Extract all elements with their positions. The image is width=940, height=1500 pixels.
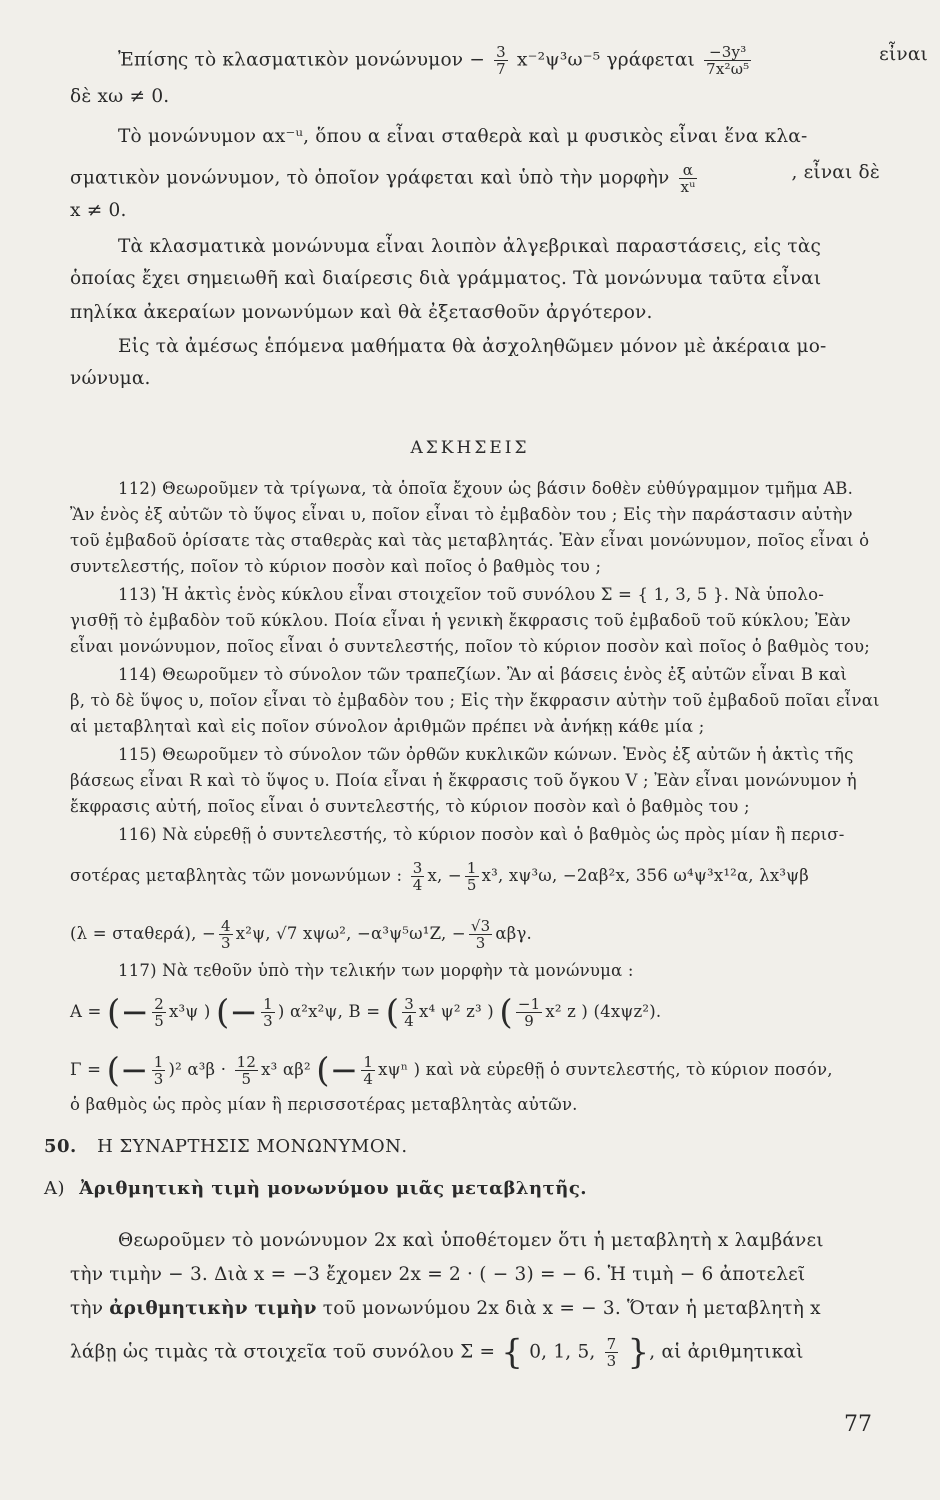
fraction: $\frac{4}{3}$ — [221, 917, 231, 952]
fraction: $\frac{1}{3}$ — [263, 995, 273, 1030]
text-line: τὴν ἀριθμητικὴν τιμὴν τοῦ μονωνύμου 2x διὰ x = − 3. Ὅταν ἡ μεταβλητὴ x — [70, 1298, 821, 1319]
exercise-line: 116) Νὰ εὑρεθῇ ὁ συντελεστής, τὸ κύριον ποσὸν καὶ ὁ βαθμὸς ὡς πρὸς μίαν ἢ περισ- — [118, 825, 845, 844]
text-line: Τὸ μονώνυμον αx⁻ᵘ, ὅπου α εἶναι σταθερὰ καὶ μ φυσικὸς εἶναι ἕνα κλα- — [118, 126, 808, 147]
exercise-line: ὁ βαθμὸς ὡς πρὸς μίαν ἢ περισσοτέρας μεταβλητὰς αὐτῶν. — [70, 1095, 578, 1114]
exercise-line: 113) Ἡ ἀκτὶς ἑνὸς κύκλου εἶναι στοιχεῖον τοῦ συνόλου Σ = { 1, 3, 5 }. Νὰ ὑπολο- — [118, 585, 824, 604]
text-line: Τὰ κλασματικὰ μονώνυμα εἶναι λοιπὸν ἀλγεβρικαὶ παραστάσεις, εἰς τὰς — [118, 236, 822, 257]
text-line: Θεωροῦμεν τὸ μονώνυμον 2x καὶ ὑποθέτομεν ὅτι ἡ μεταβλητὴ x λαμβάνει — [118, 1230, 824, 1251]
exercises-heading: ΑΣΚΗΣΕΙΣ — [410, 438, 530, 458]
exercise-line: σοτέρας μεταβλητὰς τῶν μονωνύμων : $\frac{3}{4}$ x, − $\frac{1}{5}$ x³, xψ³ω, −2αβ²x, 356 ω⁴ψ³x¹²α, λx³ψβ — [70, 859, 810, 894]
text-segment: Ἐπίσης τὸ κλασματικὸν μονώνυμον − $\frac{3}{7}$ x⁻²ψ³ω⁻⁵ γράφεται $\frac{\text{−3y³}}{\text{7x²ω⁵}}$ — [118, 43, 750, 78]
exercise-line: A = (− $\frac{2}{5}$ x³ψ ) (− $\frac{1}{3}$ ) α²x²ψ, B = ( $\frac{3}{4}$ x⁴ ψ² z³ ) ( $\frac{-1}{9}$ x² z ) (4xψz²). — [70, 992, 662, 1033]
exercise-line: αἱ μεταβληταὶ καὶ εἰς ποῖον σύνολον ἀριθμῶν πρέπει νὰ ἀνήκῃ κάθε μία ; — [70, 717, 705, 736]
subsection-heading: A) Ἀριθμητικὴ τιμὴ μονωνύμου μιᾶς μεταβλητῆς. — [44, 1178, 588, 1199]
fraction: $\frac{1}{4}$ — [363, 1053, 374, 1088]
text-line: ὁποίας ἔχει σημειωθῆ καὶ διαίρεσις διὰ γράμματος. Τὰ μονώνυμα ταῦτα εἶναι — [70, 268, 822, 289]
exercise-line: 112) Θεωροῦμεν τὰ τρίγωνα, τὰ ὁποῖα ἔχουν ὡς βάσιν δοθὲν εὐθύγραμμον τμῆμα ΑΒ. — [118, 479, 854, 498]
section-heading: 50. Η ΣΥΝΑΡΤΗΣΙΣ ΜΟΝΩΝΥΜΟΝ. — [44, 1136, 408, 1157]
fraction: $\frac{-1}{9}$ — [517, 995, 541, 1030]
text-line: Ἐπίσης τὸ κλασματικὸν μονώνυμον − $\frac{3}{7}$ x⁻²ψ³ω⁻⁵ γράφεται $\frac{\text{−3y³}}{\text{7x²ω⁵}}$ εἶναι — [118, 43, 928, 78]
exercise-line: Ἂν ἑνὸς ἐξ αὐτῶν τὸ ὕψος εἶναι υ, ποῖον εἶναι τὸ ἐμβαδὸν του ; Εἰς τὴν παράστασιν αὐτὴν — [70, 505, 853, 524]
exercise-line: ἔκφρασις αὐτή, ποῖος εἶναι ὁ συντελεστής, τὸ κύριον ποσὸν καὶ ὁ βαθμὸς του ; — [70, 797, 750, 816]
text-line: λάβῃ ὡς τιμὰς τὰ στοιχεῖα τοῦ συνόλου Σ = { 0, 1, 5, $\frac{7}{3}$ }, αἱ ἀριθμητικαὶ — [70, 1332, 804, 1373]
fraction: $\frac{√3}{3}$ — [470, 917, 491, 952]
text-line: πηλίκα ἀκεραίων μονωνύμων καὶ θὰ ἐξετασθοῦν ἀργότερον. — [70, 302, 653, 323]
page-number: 77 — [844, 1412, 872, 1437]
exercise-line: (λ = σταθερά), − $\frac{4}{3}$ x²ψ, √7 xψω², −α³ψ⁵ω¹Z, − $\frac{√3}{3}$ αβγ. — [70, 917, 532, 952]
exercise-line: 117) Νὰ τεθοῦν ὑπὸ τὴν τελικήν των μορφὴν τὰ μονώνυμα : — [118, 961, 634, 980]
text-line: σματικὸν μονώνυμον, τὸ ὁποῖον γράφεται καὶ ὑπὸ τὴν μορφὴν $\frac{\alpha}{\text{xᵘ}}$ , εἶναι δὲ — [70, 161, 880, 196]
exercise-line: τοῦ ἐμβαδοῦ ὁρίσατε τὰς σταθερὰς καὶ τὰς μεταβλητάς. Ἐὰν εἶναι μονώνυμον, ποῖος εἶναι ὁ — [70, 531, 870, 550]
exercise-line: γισθῇ τὸ ἐμβαδὸν τοῦ κύκλου. Ποία εἶναι ἡ γενικὴ ἔκφρασις τοῦ ἐμβαδοῦ τοῦ κύκλου; Ἐὰν — [70, 611, 851, 630]
fraction: $\frac{\alpha}{\text{xᵘ}}$ — [680, 161, 696, 196]
exercise-line: 114) Θεωροῦμεν τὸ σύνολον τῶν τραπεζίων. Ἂν αἱ βάσεις ἑνὸς ἐξ αὐτῶν εἶναι Β καὶ — [118, 665, 848, 684]
fraction: $\frac{3}{4}$ — [404, 995, 414, 1030]
exercise-line: Γ = (− $\frac{1}{3}$ )² α³β · $\frac{12}{5}$ x³ αβ² (− $\frac{1}{4}$ xψⁿ ) καὶ νὰ εὑρεθῇ ὁ συντελεστής, τὸ κύριον ποσόν, — [70, 1050, 833, 1091]
exercise-line: εἶναι μονώνυμον, ποῖος εἶναι ὁ συντελεστής, ποῖον τὸ κύριον ποσὸν καὶ ποῖος ὁ βαθμὸς του; — [70, 637, 871, 656]
text-line: δὲ xω ≠ 0. — [70, 86, 170, 107]
fraction: $\frac{3}{4}$ — [412, 859, 423, 894]
exercise-line: 115) Θεωροῦμεν τὸ σύνολον τῶν ὀρθῶν κυκλικῶν κώνων. Ἑνὸς ἐξ αὐτῶν ἡ ἀκτὶς τῆς — [118, 745, 854, 764]
exercise-line: συντελεστής, ποῖον τὸ κύριον ποσὸν καὶ ποῖος ὁ βαθμὸς του ; — [70, 557, 602, 576]
text-line: νώνυμα. — [70, 368, 151, 389]
fraction: $\frac{2}{5}$ — [154, 995, 164, 1030]
text-line: τὴν τιμὴν − 3. Διὰ x = −3 ἔχομεν 2x = 2 · ( − 3) = − 6. Ἡ τιμὴ − 6 ἀποτελεῖ — [70, 1264, 806, 1285]
fraction: $\frac{3}{7}$ — [496, 43, 506, 78]
text-line: x ≠ 0. — [70, 200, 127, 221]
text-line: Εἰς τὰ ἀμέσως ἑπόμενα μαθήματα θὰ ἀσχοληθῶμεν μόνον μὲ ἀκέραια μο- — [118, 336, 827, 357]
exercise-line: βάσεως εἶναι R καὶ τὸ ὕψος υ. Ποία εἶναι ἡ ἔκφρασις τοῦ ὄγκου V ; Ἐὰν εἶναι μονώνυμον ἡ — [70, 771, 857, 790]
fraction: $\frac{\text{−3y³}}{\text{7x²ω⁵}}$ — [706, 43, 750, 78]
fraction: $\frac{7}{3}$ — [606, 1335, 617, 1370]
fraction: $\frac{12}{5}$ — [236, 1053, 257, 1088]
fraction: $\frac{1}{3}$ — [153, 1053, 164, 1088]
fraction: $\frac{1}{5}$ — [466, 859, 477, 894]
exercise-line: β, τὸ δὲ ὕψος υ, ποῖον εἶναι τὸ ἐμβαδὸν του ; Εἰς τὴν ἔκφρασιν αὐτὴν τοῦ ἐμβαδοῦ ποῖαι εἶναι — [70, 691, 880, 710]
